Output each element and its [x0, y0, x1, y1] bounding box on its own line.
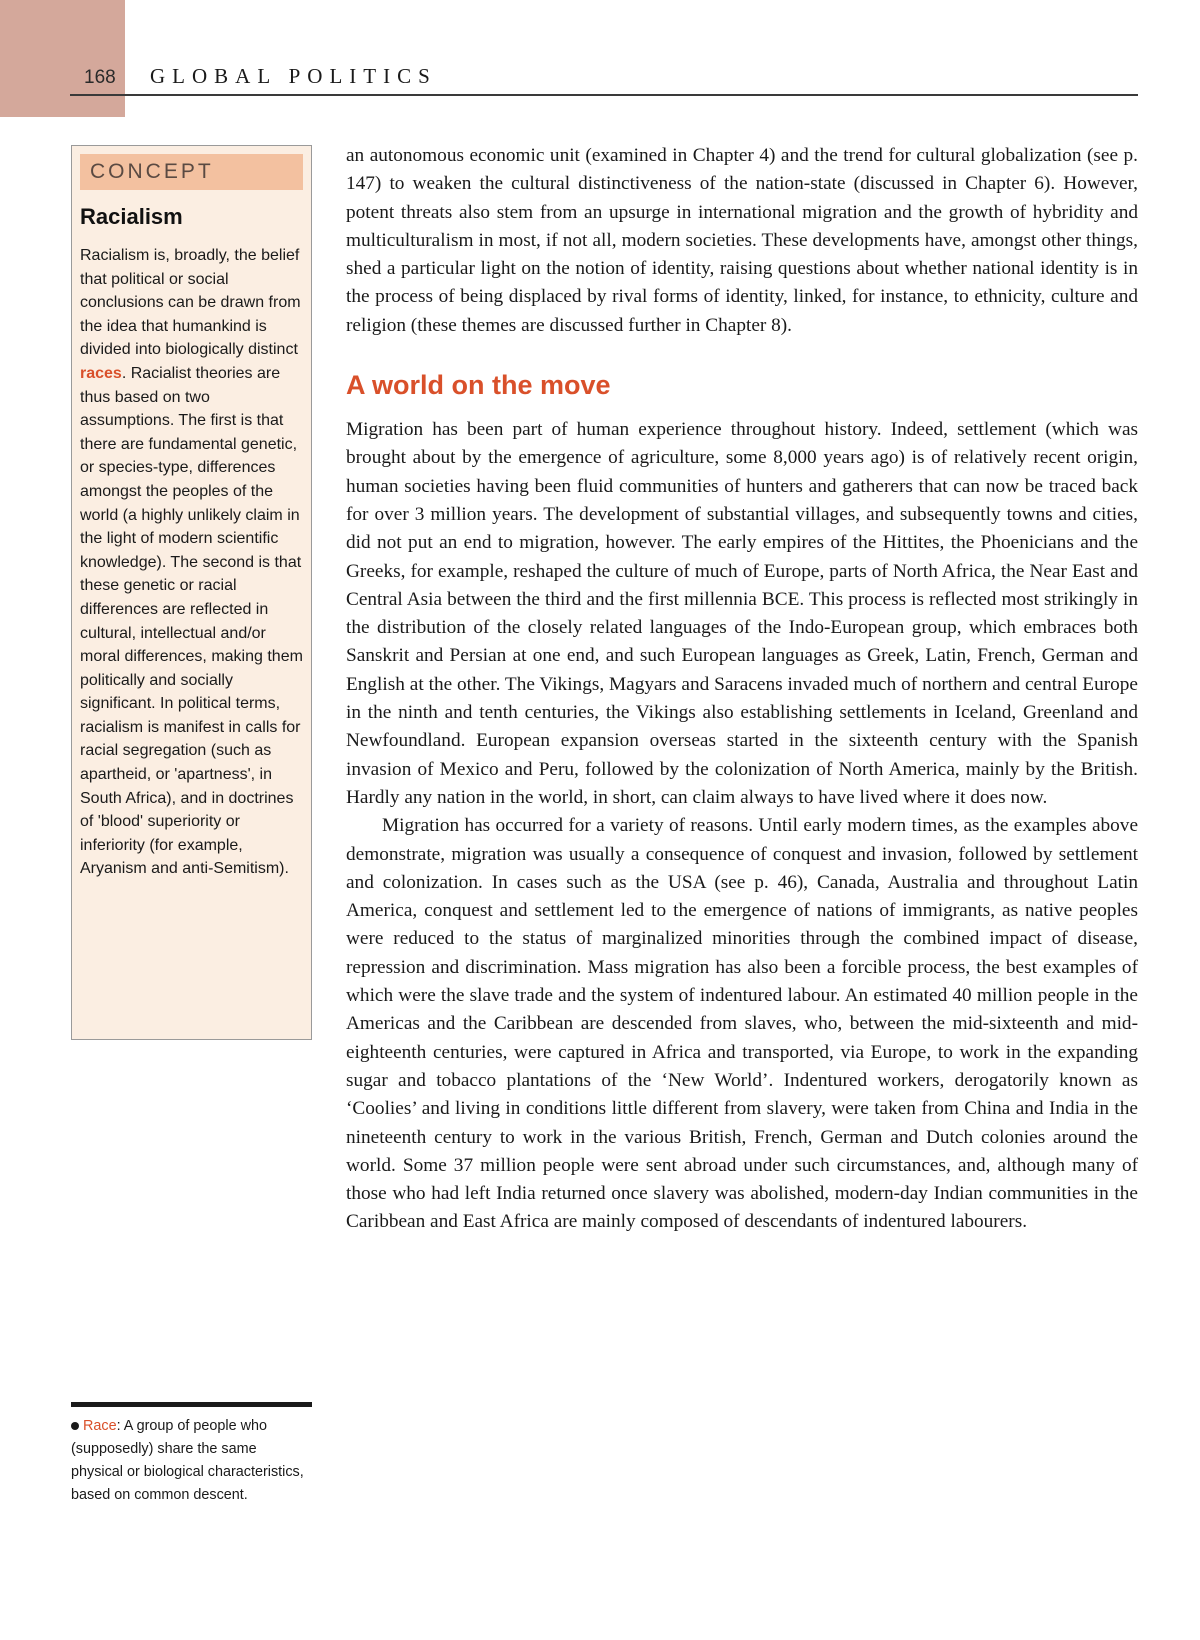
section-heading: A world on the move — [346, 370, 611, 401]
body-paragraph: Migration has occurred for a variety of reasons. Until early modern times, as the examples above demonstrate, migration was usually a consequence of conquest and invasion, followed by settlement and colonization. In cases such as the USA (see p. 46), Canada, Australia and throughout Latin America, conquest and settlement led to the emergence of nations of immigrants, as native peoples were reduced to the status of marginalized minorities through the combined impact of disease, repression and discrimination. Mass migration has also been a forcible process, the best examples of which were the slave trade and the system of indentured labour. An estimated 40 million people in the Americas and the Caribbean are descended from slaves, who, between the mid-sixteenth and mid-eighteenth centuries, were captured in Africa and transported, via Europe, to work in the expanding sugar and tobacco plantations of the ‘New World’. Indentured workers, derogatorily known as ‘Coolies’ and living in conditions little different from slavery, were taken from China and India in the nineteenth century to work in the various British, French, German and Dutch colonies around the world. Some 37 million people were sent abroad under such circumstances, and, although many of those who had left India returned once slavery was abolished, modern-day Indian communities in the Caribbean and East Africa are mainly composed of descendants of indentured labourers. — [346, 815, 1138, 1233]
body-paragraph: Migration has been part of human experience throughout history. Indeed, settlement (which was brought about by the emergence of agriculture, some 8,000 years ago) is of relatively recent origin, human societies having been fluid communities of hunters and gatherers that can now be traced back for over 3 million years. The development of substantial villages, and subsequently towns and cities, did not put an end to migration, however. The early empires of the Hittites, the Phoenicians and the Greeks, for example, reshaped the culture of much of Europe, parts of North Africa, the Near East and Central Asia between the third and the first millennia BCE. This process is reflected most strikingly in the distribution of the closely related languages of the Indo-European group, which embraces both Sanskrit and Persian at one end, and such European languages as Greek, Latin, French, German and English at the other. The Vikings, Magyars and Saracens invaded much of northern and central Europe in the ninth and tenth centuries, the Vikings also establishing settlements in Iceland, Greenland and Newfoundland. European expansion overseas started in the sixteenth century with the Spanish invasion of Mexico and Peru, followed by the colonization of North America, mainly by the British. Hardly any nation in the world, in short, can claim always to have lived where it does now. — [346, 419, 1138, 808]
concept-body-text: Racialism is, broadly, the belief that political or social conclusions can be drawn from the idea that humankind is divided into biologically distinct — [80, 247, 301, 359]
bullet-icon — [71, 1422, 79, 1430]
page-number: 168 — [84, 67, 116, 88]
intro-paragraph: an autonomous economic unit (examined in Chapter 4) and the trend for cultural globalization (see p. 147) to weaken the cultural distinctiveness of the nation-state (discussed in Chapter 6). However, potent threats also stem from an upsurge in international migration and the growth of hybridity and multiculturalism in most, if not all, modern societies. These developments have, amongst other things, shed a particular light on the notion of identity, raising questions about whether national identity is in the process of being displaced by rival forms of identity, linked, for instance, to ethnicity, culture and religion (these themes are discussed further in Chapter 8). — [346, 145, 1138, 336]
concept-sidebar — [71, 145, 312, 1040]
key-term-races: races — [80, 364, 122, 382]
concept-title: Racialism — [80, 204, 183, 229]
footnote-definition: : A group of people who (supposedly) share the same physical or biological characteristics, based on common descent. — [71, 1418, 304, 1503]
page-corner-tab — [0, 0, 125, 117]
running-header — [70, 64, 1138, 96]
running-title: GLOBAL POLITICS — [150, 64, 437, 88]
concept-body — [80, 244, 305, 881]
concept-body-text-continued: . Racialist theories are thus based on two assumptions. The first is that there are fundamental genetic, or species-type, differences amongst the peoples of the world (a highly unlikely claim in the light of modern scientific knowledge). The second is that these genetic or racial differences are reflected in cultural, intellectual and/or moral differences, making them politically and socially significant. In political terms, racialism is manifest in calls for racial segregation (such as apartheid, or 'apartness', in South Africa), and in doctrines of 'blood' superiority or inferiority (for example, Aryanism and anti-Semitism). — [80, 364, 303, 878]
glossary-footnote — [71, 1402, 312, 1507]
footnote-term: Race — [83, 1418, 117, 1434]
concept-label: CONCEPT — [80, 154, 303, 190]
main-text-column — [346, 142, 1138, 1237]
